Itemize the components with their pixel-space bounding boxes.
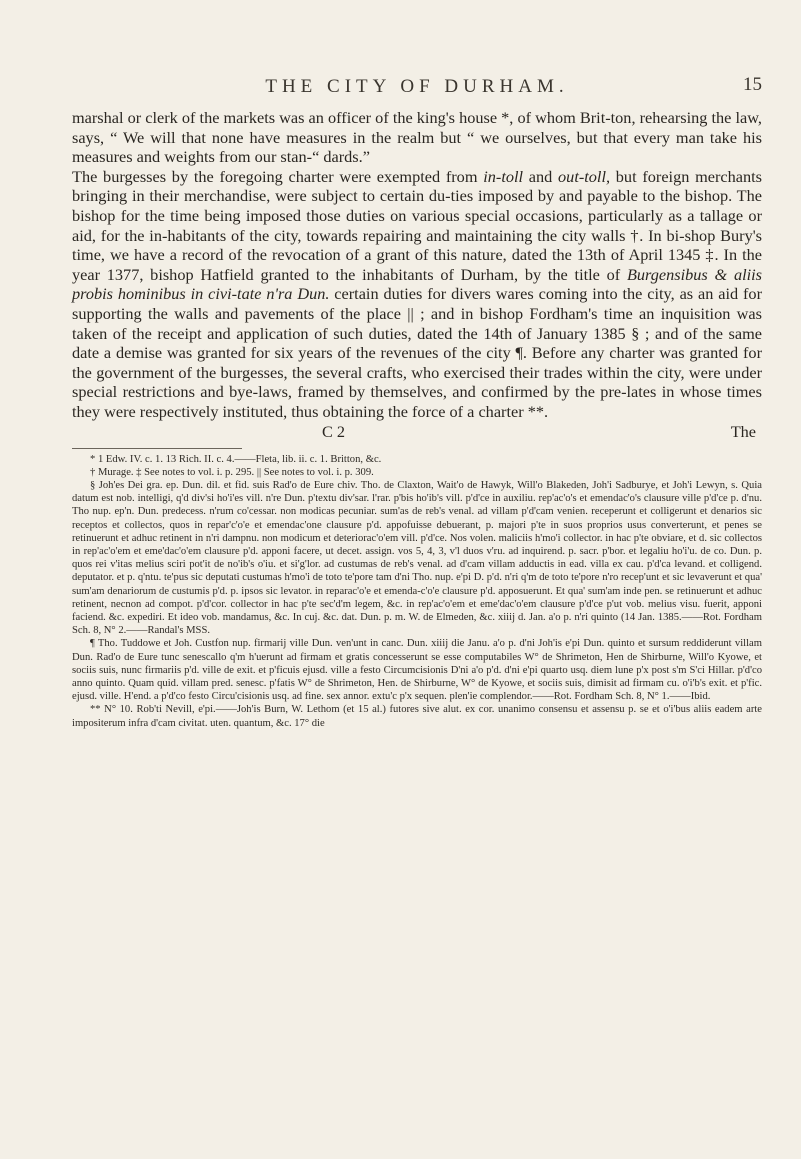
footnote-rule bbox=[72, 448, 242, 449]
catchword: The bbox=[730, 421, 756, 441]
paragraph-2-part-b: and bbox=[523, 166, 559, 186]
signature-mark: C 2 bbox=[322, 421, 346, 441]
term-in-toll: in-toll bbox=[483, 166, 524, 186]
footnote-2: † Murage. ‡ See notes to vol. i. p. 295. || See notes to vol. i. p. 309. bbox=[90, 466, 374, 478]
footnotes bbox=[72, 453, 762, 730]
footnote-1: * 1 Edw. IV. c. 1. 13 Rich. II. c. 4.——Fleta, lib. ii. c. 1. Britton, &c. bbox=[90, 453, 382, 465]
paragraph-2-part-c: but foreign merchants bringing in their merchandise, were subject to certain du-ties imposed by and payable to the bishop. The bishop for the time being imposed those duties on various special occasions, particularly as a tallage or aid, for the in-habitants of the city, towards repairing and maintaining the city walls †. In bi-shop Bury's time, we have a record of the revocation of a grant of this nature, dated the 13th of April 1345 ‡. In the year 1377, bishop Hatfield granted to the inhabitants of Durham, by the title of bbox=[72, 166, 762, 284]
latin-title: Burgensibus & aliis probis hominibus in civi-tate n'ra Dun. bbox=[72, 264, 762, 304]
page-header bbox=[72, 64, 762, 104]
footnote-4: ¶ Tho. Tuddowe et Joh. Custfon nup. firmarij ville Dun. ven'unt in canc. Dun. xiiij die Janu. a'o p. d'ni Joh'is e'pi Dun. quinto et sursum reddiderunt villam Dun. Rad'o de Eure tunc senescallo q'm h'uerunt ad firmam et gratis concesserunt se esse computabiles W° de Shrimeton, Hen de Shirburne, Will'o Kyowe, et sociis suis, nunc firmariis p'd. ville de exit. et p'ficuis ejusd. ville a festo Circumcisionis D'ni a'o p'd. d'ni e'pi quarto usq. diem lune p'x post s'm S'ci Hillar. p'd'co anno quinto. Quam quid. villam pred. senesc. p'fatis W° de Shrimeton, Hen. de Shirburne, W° de Kyowe, et sociis suis, dimisit ad firmam cu. o'i'b's exit. et p'fic. ejusd. ville. H'end. a p'd'co festo Circu'cisionis usq. ad fine. sex annor. extu'c p'x sequen. plen'ie complendor.——Rot. Fordham Sch. 8, N° 1.——Ibid. bbox=[72, 638, 762, 703]
paragraph-2-part-d: certain duties for divers wares coming into the city, as an aid for supporting the walls and pavements of the place || ; and in bishop Fordham's time an inquisition was taken of the receipt and application of such duties, dated the 14th of January 1385 § ; and of the same date a demise was granted for six years of the revenues of the city ¶. Before any charter was granted for the government of the burgesses, the several crafts, who exercised their trades within the city, were under special restrictions and bye-laws, framed by themselves, and confirmed by the pre-lates in whose times they were respectively instituted, thus obtaining the force of a charter **. bbox=[72, 284, 762, 421]
footnote-5: ** N° 10. Rob'ti Nevill, e'pi.——Joh'is Burn, W. Lethom (et 15 al.) futores sive alut. ex cor. unanimo consensu et assensu p. se et o'i'bus aliis eadem arte impositerum infra d'cam civitat. uten. quantum, &c. 17° die bbox=[72, 704, 762, 729]
paragraph-1: marshal or clerk of the markets was an officer of the king's house *, of whom Brit-ton, rehearsing the law, says, “ We will that none have measures in the realm but “ we ourselves, but that every man take his measures and weights from our stan-“ dards.” bbox=[72, 108, 762, 167]
paragraph-2-part-a: The burgesses by the foregoing charter were exempted from bbox=[72, 166, 484, 186]
paragraph-2 bbox=[72, 167, 762, 422]
page-number: 15 bbox=[743, 74, 762, 95]
term-out-toll: out-toll, bbox=[558, 166, 611, 186]
footnote-3: § Joh'es Dei gra. ep. Dun. dil. et fid. suis Rad'o de Eure chiv. Tho. de Claxton, Wait'o de Hawyk, Will'o Blakeden, Joh'i Sadburye, et Joh'i Lewyn, s. Quia datum est nob. intelligi, q'd div'si ho'i'es vill. n're Dun. p'textu div'sar. l'rar. p'bis ho'ib's vill. p'd'ce in auxiliu. rep'ac'o's et emendac'o's clausure ville p'd'ce p. d'nu. Tho nup. ep'n. Dun. predecess. n'rum co'cessar. non modicas pecuniar. sum'as de reb's venal. ad villam p'd'cam venien. receperunt et colligerunt et denarios sic receptos et collectos, quos in repar'c'o'e et emendac'one clausure p'd. appofuisse debuerant, p. majori p'te in suos proprios usus converterunt, et penes se retinuerunt et adhuc retinent in n'ri dampnu. non modicum et deteriorac'o'em vill. p'd'ce. Nos volen. maliciis h'mo'i collector. in hac p'te obviare, et d. sic collectos in rep'ac'o'em et eme'dac'o'em clausure p'd. apponi facere, ut decet. assign. vos 5, 4, 3, v'l duos v'ru. ad inquirend. p. sacr. p'bor. et legaliu ho'i'u. de co. Dun. p. quos rei v'itas melius sciri pot'it de no'ib's o'iu. et si'g'lor. ad custumas de reb's venal. ad d'cam villam adductis in ead. villa ex cau. p'd'ca levand. et colligend. deputator. et p. q'ntu. te'pus sic deputati custumas h'mo'i de toto te'pore tam d'ni Tho. nup. e'pi D. p'd. n'ri q'm de toto te'pore n'ro recep'unt et sic levaverunt et qua' sum'am denariorum de custumis p'd. p. ipsos sic levator. in reparac'o'e et emenda-c'o'e clausure p'd. apposuerunt. Et qua' sum'am inde pen. se retinuerunt et adhuc retinent, necnon ad compot. p'd'cor. collector in hac p'te sec'd'm legem, &c. in rep'ac'o'em et eme'dac'o'em clausure p'd'ce p'ut vob. melius visu. fuerit, apponi faciend. &c. expediri. Et ideo vob. mandamus, &c. In cuj. &c. dat. Dun. p. m. W. de Elmeden, &c. xiiij d. Jan. a'o p. n'ri quinto (14 Jan. 1385.——Rot. Fordham Sch. 8, N° 2.——Randal's MSS. bbox=[72, 479, 762, 637]
running-head: THE CITY OF DURHAM. bbox=[265, 76, 569, 97]
catchline bbox=[72, 422, 762, 442]
main-text bbox=[72, 108, 762, 730]
